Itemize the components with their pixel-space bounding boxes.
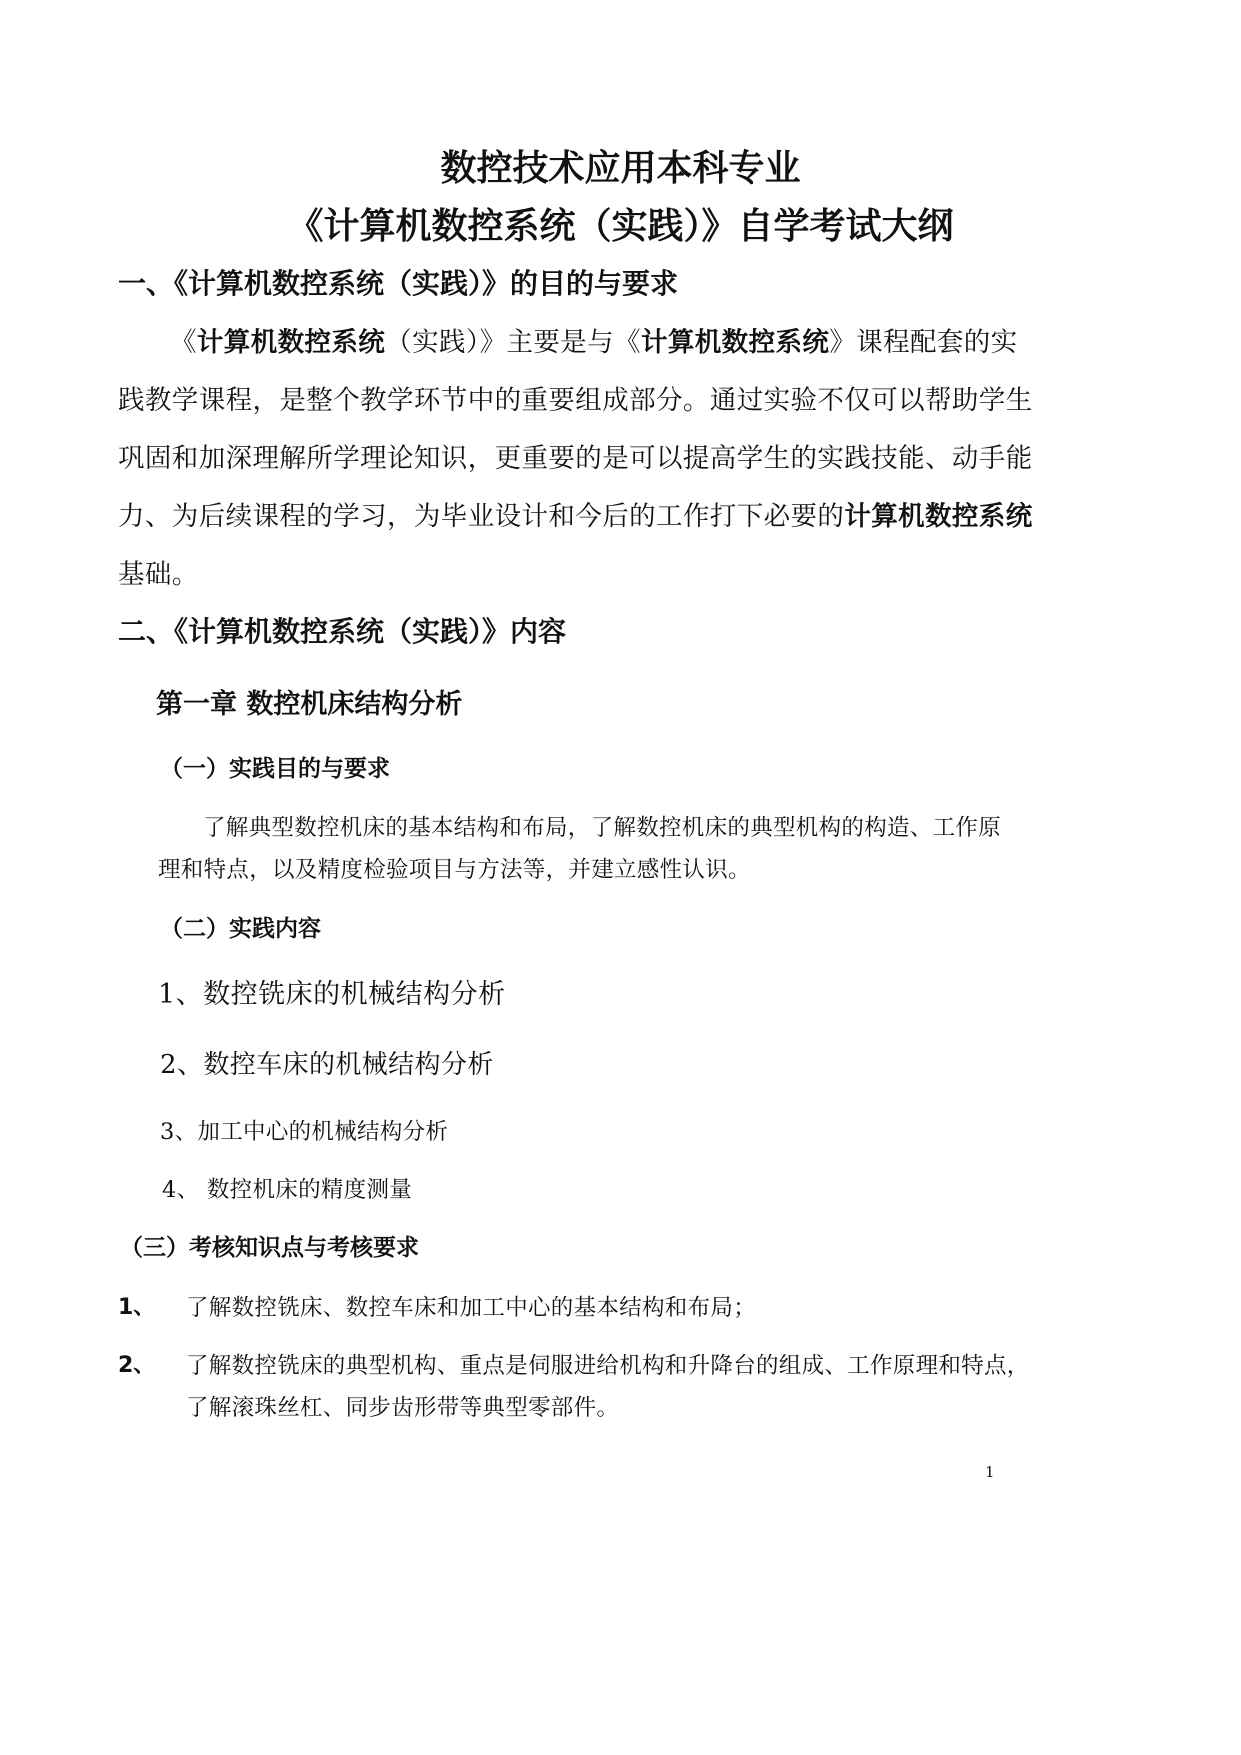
assessment-item-number: 1、 xyxy=(118,1295,156,1320)
para-bold-term: 计算机数控系统 xyxy=(640,327,830,358)
content-item: 1、数控铣床的机械结构分析 xyxy=(158,979,506,1010)
para-text: 力、为后续课程的学习，为毕业设计和今后的工作打下必要的 xyxy=(118,501,845,532)
section1-para-line5: 基础。 xyxy=(118,559,199,590)
page-number: 1 xyxy=(985,1463,995,1481)
para-text: 》课程配套的实 xyxy=(829,327,1018,358)
section1-heading: 一、《计算机数控系统（实践）》的目的与要求 xyxy=(118,267,679,300)
part3-heading: （三）考核知识点与考核要求 xyxy=(120,1235,419,1261)
section1-para-line2: 践教学课程，是整个教学环节中的重要组成部分。通过实验不仅可以帮助学生 xyxy=(118,385,1033,416)
part1-line2: 理和特点，以及精度检验项目与方法等，并建立感性认识。 xyxy=(158,857,751,883)
section2-heading: 二、《计算机数控系统（实践）》内容 xyxy=(118,615,567,648)
section1-para-line1 xyxy=(170,320,1018,359)
assessment-item-text: 了解滚珠丝杠、同步齿形带等典型零部件。 xyxy=(186,1395,620,1421)
para-bold-term: 计算机数控系统 xyxy=(196,327,386,358)
section1-para-line3: 巩固和加深理解所学理论知识，更重要的是可以提高学生的实践技能、动手能 xyxy=(118,443,1033,474)
para-text: （实践）》主要是与《 xyxy=(385,327,641,358)
chapter1-heading: 第一章 数控机床结构分析 xyxy=(156,689,463,720)
assessment-item-text: 了解数控铣床的典型机构、重点是伺服进给机构和升降台的组成、工作原理和特点， xyxy=(186,1353,1030,1379)
part1-line1: 了解典型数控机床的基本结构和布局，了解数控机床的典型机构的构造、工作原 xyxy=(203,815,1002,841)
assessment-item-number: 2、 xyxy=(118,1353,156,1378)
content-item: 3、加工中心的机械结构分析 xyxy=(160,1119,449,1145)
para-text: 《 xyxy=(170,327,197,358)
part1-heading: （一）实践目的与要求 xyxy=(160,756,390,782)
assessment-item-text: 了解数控铣床、数控车床和加工中心的基本结构和布局； xyxy=(186,1295,757,1321)
para-bold-term: 计算机数控系统 xyxy=(844,501,1033,532)
doc-title-line1: 数控技术应用本科专业 xyxy=(440,148,801,189)
part2-heading: （二）实践内容 xyxy=(160,916,321,942)
content-item: 2、数控车床的机械结构分析 xyxy=(160,1050,494,1080)
doc-title-line2: 《计算机数控系统（实践）》自学考试大纲 xyxy=(287,206,954,247)
content-item: 4、 数控机床的精度测量 xyxy=(162,1177,413,1203)
section1-para-line4 xyxy=(118,494,1033,533)
